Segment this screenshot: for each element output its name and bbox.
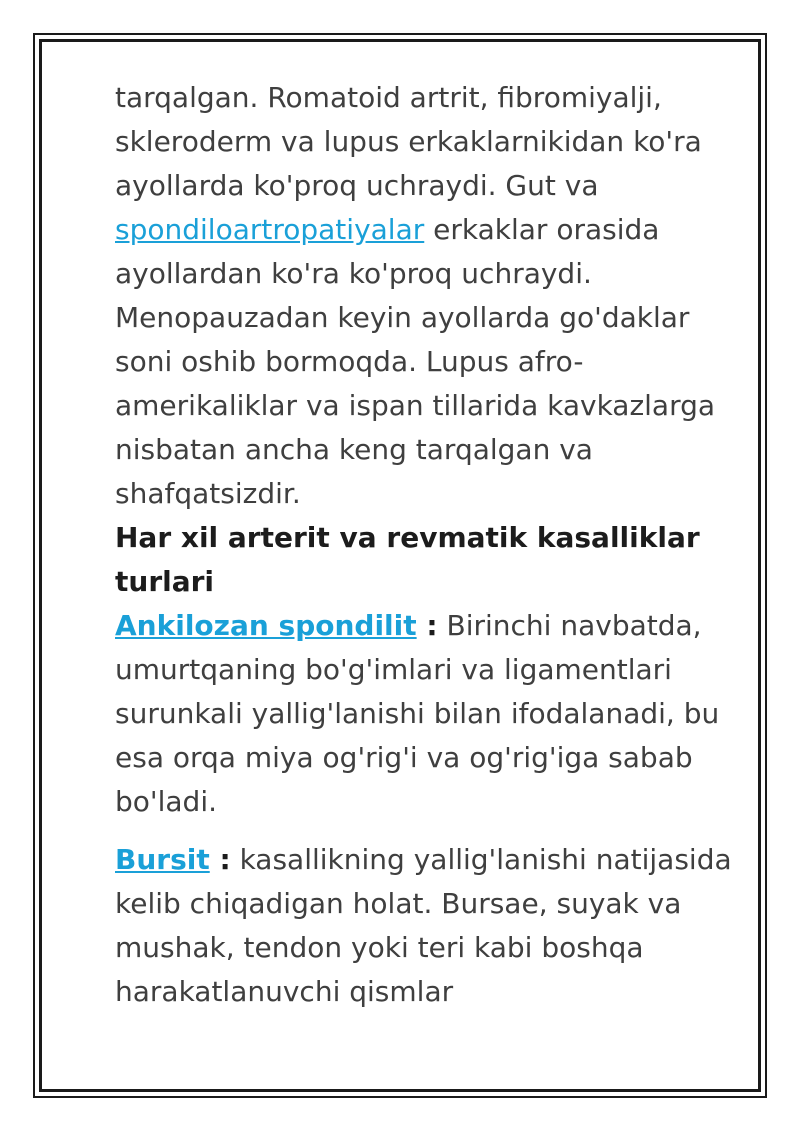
ankilozan-spondilit-link[interactable]: Ankilozan spondilit: [115, 609, 417, 642]
entry-ankilozan-spondilit: [115, 604, 740, 824]
entry-text: Birinchi navbatda, umurtqaning bo'g'imlari va ligamentlari surunkali yallig'lanishi bilan ifodalanadi, bu esa orqa miya og'rig'i va og'rig'iga sabab bo'ladi.: [115, 609, 720, 818]
intro-paragraph: tarqalgan. Romatoid artrit, fibromiyalji, skleroderm va lupus erkaklarnikidan ko'ra ayollarda ko'proq uchraydi. Gut va spondiloartropatiyalar erkaklar orasida ayollardan ko'ra ko'proq uchraydi. Menopauzadan keyin ayollarda go'daklar soni oshib bormoqda. Lupus afro-amerikaliklar va ispan tillarida kavkazlarga nisbatan ancha keng tarqalgan va shafqatsizdir.: [115, 81, 716, 510]
section-heading: Har xil arterit va revmatik kasalliklar turlari: [115, 521, 700, 598]
bursit-link[interactable]: Bursit: [115, 843, 210, 876]
entry-separator: :: [209, 843, 231, 876]
document-body: [115, 76, 740, 1014]
entry-separator: :: [416, 609, 438, 642]
spondiloartropatiyalar-link[interactable]: spondiloartropatiyalar: [115, 213, 425, 246]
entry-bursit: [115, 838, 740, 1014]
entry-text: kasallikning yallig'lanishi natijasida kelib chiqadigan holat. Bursae, suyak va mushak, tendon yoki teri kabi boshqa harakatlanuvchi qismlar: [115, 843, 732, 1008]
